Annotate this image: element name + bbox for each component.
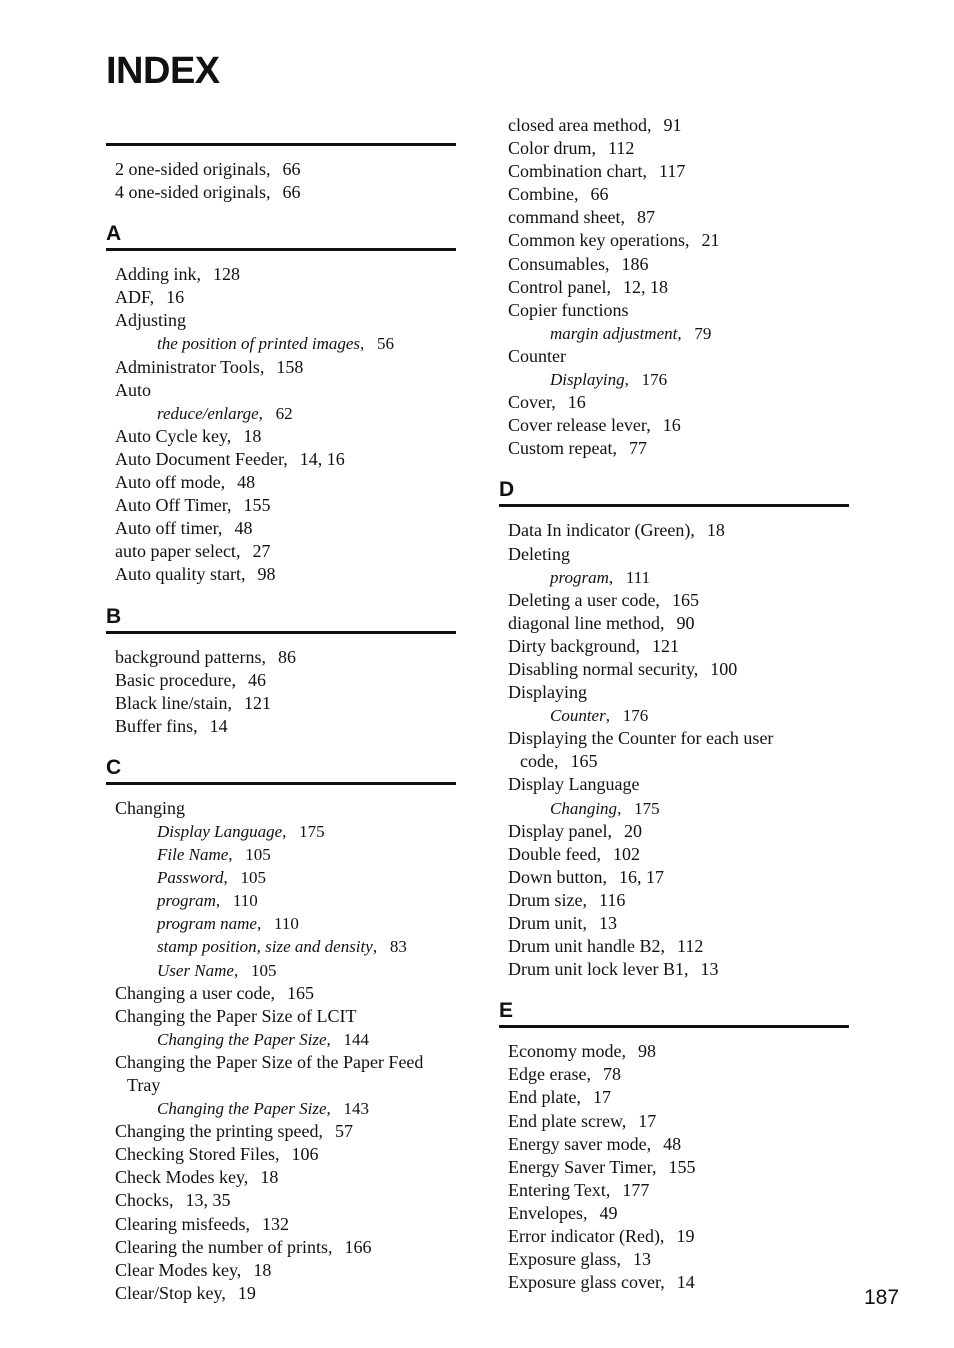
index-entry-list <box>499 1028 849 1296</box>
entry-page-refs: 13 <box>632 1249 651 1270</box>
entry-text: Entering Text, <box>508 1179 611 1200</box>
entry-page-refs: , 105 <box>233 960 277 980</box>
index-entry <box>499 681 849 704</box>
index-entry <box>499 519 849 542</box>
entry-page-refs: 18 <box>260 1167 279 1188</box>
entry-page-refs: , 143 <box>326 1099 370 1119</box>
entry-page-refs: , 111 <box>608 567 651 587</box>
entry-text: Changing the Paper Size of the Paper Feed <box>115 1051 424 1072</box>
index-entry <box>499 750 849 773</box>
entry-text: Dirty background, <box>508 635 640 656</box>
index-entry <box>106 517 456 540</box>
index-entry <box>106 1074 456 1097</box>
index-subentry <box>499 704 849 727</box>
entry-page-refs: 14 <box>209 715 228 736</box>
entry-page-refs: 155 <box>243 495 271 516</box>
entry-text: Consumables, <box>508 253 610 274</box>
entry-page-refs: 21 <box>701 230 720 251</box>
entry-text: Auto off timer, <box>115 518 223 539</box>
index-entry <box>106 309 456 332</box>
index-section-a <box>106 220 456 588</box>
entry-text: Disabling normal security, <box>508 658 699 679</box>
entry-text: program name <box>157 914 257 934</box>
entry-page-refs: 46 <box>247 669 266 690</box>
index-entry <box>499 866 849 889</box>
entry-text: End plate, <box>508 1087 581 1108</box>
entry-text: Drum unit lock lever B1, <box>508 959 689 980</box>
entry-text: Double feed, <box>508 843 601 864</box>
index-subentry <box>499 322 849 345</box>
entry-text: End plate screw, <box>508 1110 627 1131</box>
entry-text: Checking Stored Files, <box>115 1144 280 1165</box>
entry-text: Copier functions <box>508 299 629 320</box>
entry-page-refs: 18 <box>243 425 262 446</box>
entry-text: Clear Modes key, <box>115 1259 242 1280</box>
index-subentry <box>499 566 849 589</box>
entry-page-refs: 121 <box>243 692 271 713</box>
entry-text: command sheet, <box>508 207 625 228</box>
entry-text: Basic procedure, <box>115 669 236 690</box>
index-entry-list <box>106 634 456 740</box>
index-entry <box>499 589 849 612</box>
section-letter-heading: A <box>106 222 122 246</box>
entry-text: auto paper select, <box>115 541 241 562</box>
entry-page-refs: 165 <box>570 751 598 772</box>
entry-text: File Name <box>157 845 229 865</box>
entry-page-refs: 13 <box>700 959 719 980</box>
entry-page-refs: , 176 <box>624 370 668 390</box>
entry-text: ADF, <box>115 287 155 308</box>
entry-page-refs: 106 <box>291 1144 319 1165</box>
entry-text: 4 one-sided originals, <box>115 182 271 203</box>
index-subentry <box>106 935 456 958</box>
entry-page-refs: 155 <box>668 1156 696 1177</box>
entry-text: Energy saver mode, <box>508 1133 652 1154</box>
entry-text: Display Language <box>508 774 640 795</box>
entry-text: closed area method, <box>508 115 652 135</box>
entry-text: Counter <box>550 706 606 726</box>
entry-text: Changing a user code, <box>115 982 275 1003</box>
entry-text: Auto Document Feeder, <box>115 448 288 469</box>
index-entry <box>106 158 456 181</box>
index-entry <box>106 1282 456 1305</box>
entry-text: Administrator Tools, <box>115 356 265 377</box>
index-entry <box>499 160 849 183</box>
entry-text: Buffer fins, <box>115 715 198 736</box>
index-entry <box>499 843 849 866</box>
entry-page-refs: 98 <box>257 564 276 585</box>
entry-page-refs: , 56 <box>360 334 395 354</box>
entry-page-refs: 102 <box>612 843 640 864</box>
index-entry <box>106 1051 456 1074</box>
index-entry <box>499 935 849 958</box>
entry-page-refs: 19 <box>237 1282 256 1303</box>
entry-text: reduce/enlarge <box>157 403 259 423</box>
entry-page-refs: , 110 <box>256 914 299 934</box>
entry-text: User Name <box>157 960 234 980</box>
entry-text: Control panel, <box>508 276 611 297</box>
entry-page-refs: 19 <box>676 1226 695 1247</box>
entry-page-refs: 16 <box>166 287 185 308</box>
index-entry <box>499 1040 849 1063</box>
index-subentry <box>106 820 456 843</box>
entry-text: Error indicator (Red), <box>508 1226 665 1247</box>
index-subentry <box>106 912 456 935</box>
index-entry <box>106 692 456 715</box>
index-subentry <box>106 843 456 866</box>
entry-page-refs: 14, 16 <box>299 448 345 469</box>
entry-text: Displaying <box>508 682 587 703</box>
entry-text: Password <box>157 868 224 888</box>
index-entry <box>106 1259 456 1282</box>
entry-text: Changing the Paper Size <box>157 1029 327 1049</box>
entry-page-refs: 13 <box>599 913 617 933</box>
entry-page-refs: 66 <box>282 159 301 179</box>
entry-page-refs: 14 <box>676 1272 695 1293</box>
entry-text: Adjusting <box>115 310 187 331</box>
entry-text: Deleting a user code, <box>508 589 660 610</box>
entry-text: Clear/Stop key, <box>115 1282 226 1303</box>
entry-page-refs: 166 <box>344 1236 372 1257</box>
entry-text: 2 one-sided originals, <box>115 159 271 179</box>
entry-page-refs: 100 <box>710 658 738 679</box>
index-entry <box>499 1156 849 1179</box>
entry-text: Combine, <box>508 184 579 205</box>
entry-text: Tray <box>127 1075 161 1095</box>
entry-page-refs: 165 <box>286 982 314 1003</box>
entry-page-refs: 112 <box>608 138 635 159</box>
entry-text: Envelopes, <box>508 1202 588 1223</box>
index-entry <box>106 540 456 563</box>
page-title: INDEX <box>106 50 220 92</box>
index-entry <box>106 982 456 1005</box>
entry-page-refs: 49 <box>599 1202 618 1223</box>
index-entry <box>499 1063 849 1086</box>
index-entry <box>499 437 849 460</box>
index-entry <box>106 797 456 820</box>
entry-page-refs: 16, 17 <box>619 866 664 887</box>
entry-text: Black line/stain, <box>115 692 232 713</box>
index-column-left <box>106 143 456 1307</box>
index-entry <box>499 276 849 299</box>
entry-text: Displaying <box>550 370 625 390</box>
entry-page-refs: , 62 <box>258 403 293 423</box>
entry-text: Data In indicator (Green), <box>508 520 695 541</box>
entry-page-refs: 27 <box>252 541 271 562</box>
entry-page-refs: 57 <box>334 1121 353 1142</box>
entry-page-refs: , 105 <box>223 868 266 888</box>
index-entry-list <box>106 785 456 1307</box>
entry-text: stamp position, size and density <box>157 937 373 957</box>
index-section <box>499 114 849 462</box>
entry-page-refs: 90 <box>676 612 695 633</box>
entry-page-refs: 77 <box>628 438 647 459</box>
entry-page-refs: 16 <box>662 415 681 436</box>
entry-page-refs: 128 <box>213 264 241 285</box>
index-entry <box>499 299 849 322</box>
index-entry <box>106 1120 456 1143</box>
index-entry <box>499 543 849 566</box>
index-entry <box>106 379 456 402</box>
entry-page-refs: 18 <box>706 520 725 541</box>
entry-text: Auto Off Timer, <box>115 495 232 516</box>
entry-page-refs: 18 <box>253 1259 272 1280</box>
entry-text: Display panel, <box>508 820 612 841</box>
index-section-d <box>499 476 849 983</box>
entry-text: background patterns, <box>115 646 266 667</box>
entry-page-refs: 177 <box>622 1179 650 1200</box>
entry-page-refs: 112 <box>676 936 704 957</box>
index-entry <box>499 635 849 658</box>
index-entry <box>106 494 456 517</box>
section-letter-heading: D <box>499 478 515 502</box>
index-entry <box>106 1005 456 1028</box>
index-subentry <box>106 1028 456 1051</box>
entry-page-refs: 48 <box>663 1133 682 1154</box>
index-entry <box>106 1166 456 1189</box>
index-entry <box>106 646 456 669</box>
entry-page-refs: 20 <box>623 820 642 841</box>
entry-page-refs: 116 <box>598 889 626 910</box>
entry-text: Changing the Paper Size of LCIT <box>115 1005 357 1026</box>
section-letter-heading: B <box>106 604 122 628</box>
entry-page-refs: , 175 <box>282 821 325 841</box>
index-subentry <box>106 959 456 982</box>
entry-page-refs: 98 <box>637 1041 656 1062</box>
entry-page-refs: , 144 <box>326 1029 370 1049</box>
index-entry <box>499 958 849 981</box>
index-section <box>106 143 456 206</box>
index-subentry <box>499 368 849 391</box>
index-section-e <box>499 997 849 1296</box>
entry-page-refs: 16 <box>567 392 586 413</box>
entry-text: Changing <box>115 797 185 818</box>
index-entry <box>106 448 456 471</box>
index-entry-list <box>499 114 849 462</box>
entry-text: Displaying the Counter for each user <box>508 728 774 749</box>
page-number: 187 <box>864 1286 900 1309</box>
entry-text: Drum unit, <box>508 913 587 933</box>
entry-page-refs: 17 <box>592 1087 611 1108</box>
entry-page-refs: 66 <box>590 184 609 205</box>
index-entry-list <box>106 251 456 588</box>
index-entry <box>106 1189 456 1212</box>
index-entry <box>499 391 849 414</box>
index-entry <box>499 1179 849 1202</box>
entry-text: Down button, <box>508 866 607 887</box>
section-letter-heading: C <box>106 755 122 779</box>
index-entry <box>499 183 849 206</box>
index-subentry <box>106 866 456 889</box>
entry-page-refs: , 83 <box>372 937 407 957</box>
index-entry <box>106 425 456 448</box>
index-entry <box>499 1133 849 1156</box>
index-entry <box>499 114 849 137</box>
entry-page-refs: 158 <box>276 356 304 377</box>
entry-page-refs: , 175 <box>617 798 660 818</box>
index-entry <box>499 1110 849 1133</box>
entry-text: margin adjustment <box>550 323 678 343</box>
index-entry <box>499 912 849 935</box>
entry-text: Combination chart, <box>508 161 647 182</box>
index-entry <box>106 1143 456 1166</box>
index-entry <box>499 612 849 635</box>
entry-text: diagonal line method, <box>508 612 665 633</box>
entry-text: Drum size, <box>508 889 587 910</box>
index-section-c <box>106 754 456 1307</box>
entry-page-refs: , 79 <box>677 323 712 343</box>
index-entry <box>499 229 849 252</box>
entry-page-refs: 87 <box>636 207 655 228</box>
index-entry <box>499 773 849 796</box>
index-entry <box>499 1271 849 1294</box>
entry-page-refs: , 105 <box>228 845 271 865</box>
entry-text: Auto off mode, <box>115 472 226 493</box>
index-entry <box>106 669 456 692</box>
index-section-b <box>106 603 456 740</box>
entry-text: Auto quality start, <box>115 564 246 585</box>
entry-page-refs: 165 <box>671 589 699 610</box>
entry-text: Auto Cycle key, <box>115 425 232 446</box>
index-subentry <box>106 1097 456 1120</box>
entry-page-refs: 86 <box>277 646 296 667</box>
entry-page-refs: 117 <box>658 161 686 182</box>
index-column-right <box>499 114 849 1296</box>
entry-text: Changing <box>550 798 618 818</box>
index-entry <box>499 727 849 750</box>
entry-text: Cover release lever, <box>508 415 651 436</box>
index-entry-list <box>106 146 456 206</box>
entry-page-refs: 186 <box>621 253 649 274</box>
index-entry <box>106 356 456 379</box>
entry-page-refs: 48 <box>237 472 256 493</box>
entry-text: Counter <box>508 345 566 366</box>
section-letter-heading: E <box>499 999 514 1023</box>
entry-text: Drum unit handle B2, <box>508 936 665 957</box>
entry-text: Clearing misfeeds, <box>115 1213 250 1234</box>
entry-page-refs: 12, 18 <box>622 276 668 297</box>
entry-text: code, <box>520 751 559 772</box>
entry-text: Exposure glass cover, <box>508 1272 665 1293</box>
index-entry <box>499 1248 849 1271</box>
index-entry <box>106 1236 456 1259</box>
entry-text: Common key operations, <box>508 230 690 251</box>
entry-text: Chocks, <box>115 1190 174 1211</box>
entry-page-refs: 78 <box>602 1064 621 1085</box>
entry-text: Adding ink, <box>115 264 202 285</box>
entry-text: Deleting <box>508 543 570 564</box>
index-entry <box>106 471 456 494</box>
index-entry <box>499 345 849 368</box>
entry-text: program <box>550 567 609 587</box>
entry-page-refs: 91 <box>663 115 682 135</box>
entry-text: Cover, <box>508 392 556 413</box>
entry-text: Exposure glass, <box>508 1249 621 1270</box>
index-entry <box>106 563 456 586</box>
index-entry <box>499 253 849 276</box>
index-entry <box>499 206 849 229</box>
index-entry <box>106 715 456 738</box>
index-entry <box>499 889 849 912</box>
entry-page-refs: 121 <box>651 635 679 656</box>
entry-text: Display Language <box>157 821 283 841</box>
index-entry <box>106 1213 456 1236</box>
index-entry <box>499 1202 849 1225</box>
entry-page-refs: 17 <box>638 1110 657 1131</box>
entry-text: Auto <box>115 379 151 400</box>
index-subentry <box>499 797 849 820</box>
index-subentry <box>106 332 456 355</box>
entry-text: Clearing the number of prints, <box>115 1236 333 1257</box>
index-entry <box>106 181 456 204</box>
entry-text: Check Modes key, <box>115 1167 249 1188</box>
index-entry-list <box>499 507 849 983</box>
entry-text: Color drum, <box>508 138 596 159</box>
entry-text: Economy mode, <box>508 1041 626 1062</box>
entry-text: Custom repeat, <box>508 438 617 459</box>
index-subentry <box>106 889 456 912</box>
index-entry <box>106 263 456 286</box>
index-subentry <box>106 402 456 425</box>
entry-page-refs: 48 <box>234 518 253 539</box>
entry-text: Changing the printing speed, <box>115 1121 323 1142</box>
index-entry <box>499 658 849 681</box>
index-entry <box>499 137 849 160</box>
entry-page-refs: , 110 <box>215 891 258 911</box>
index-entry <box>499 1086 849 1109</box>
entry-text: Changing the Paper Size <box>157 1099 327 1119</box>
index-entry <box>499 820 849 843</box>
entry-page-refs: , 176 <box>605 706 649 726</box>
index-entry <box>106 286 456 309</box>
entry-text: the position of printed images <box>157 334 361 354</box>
entry-text: Energy Saver Timer, <box>508 1156 657 1177</box>
entry-text: program <box>157 891 216 911</box>
index-entry <box>499 414 849 437</box>
entry-page-refs: 13, 35 <box>185 1190 231 1211</box>
entry-text: Edge erase, <box>508 1064 591 1085</box>
index-entry <box>499 1225 849 1248</box>
entry-page-refs: 66 <box>282 182 301 203</box>
entry-page-refs: 132 <box>261 1213 289 1234</box>
